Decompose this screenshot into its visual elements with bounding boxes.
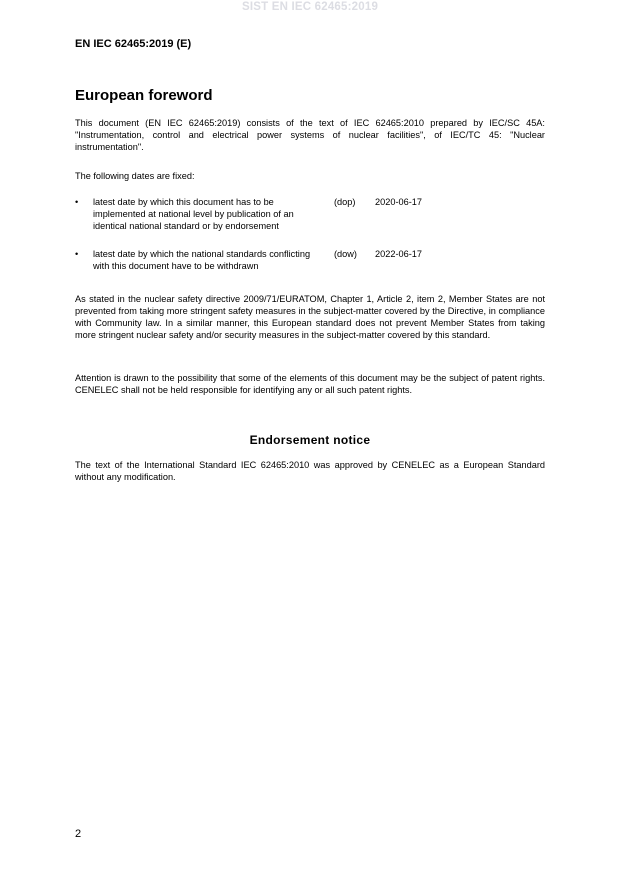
foreword-title: European foreword bbox=[75, 87, 213, 104]
watermark: SIST EN IEC 62465:2019 bbox=[241, 1, 379, 13]
bullet-icon: • bbox=[75, 197, 79, 207]
directive-paragraph: As stated in the nuclear safety directive 2009/71/EURATOM, Chapter 1, Article 2, item 2, Member States are not prevented from taking more stringent safety measures in the subject-matter covered by the Directive, in compliance with Community law. In a similar manner, this European standard does not prevent Member States from taking more stringent nuclear safety and/or security measures in the subject-matter covered by this standard. bbox=[75, 294, 545, 340]
dates-intro: The following dates are fixed: bbox=[75, 171, 195, 181]
page-number: 2 bbox=[75, 828, 82, 840]
date-description: latest date by which the national standards conflicting with this document have to be withdrawn bbox=[93, 249, 311, 271]
bullet-icon: • bbox=[75, 249, 79, 259]
endorsement-title: Endorsement notice bbox=[249, 433, 371, 447]
date-code: (dow) bbox=[334, 249, 357, 259]
date-description: latest date by which this document has to be implemented at national level by publication of an identical national standard or by endorsement bbox=[93, 197, 294, 231]
endorsement-text: The text of the International Standard IEC 62465:2010 was approved by CENELEC as a European Standard without any modification. bbox=[75, 460, 545, 482]
date-value: 2022-06-17 bbox=[375, 249, 422, 259]
date-code: (dop) bbox=[334, 197, 356, 207]
patent-paragraph: Attention is drawn to the possibility that some of the elements of this document may be the subject of patent rights. CENELEC shall not be held responsible for identifying any or all such patent rights. bbox=[75, 373, 545, 395]
document-id: EN IEC 62465:2019 (E) bbox=[75, 38, 192, 50]
date-value: 2020-06-17 bbox=[375, 197, 422, 207]
foreword-intro: This document (EN IEC 62465:2019) consists of the text of IEC 62465:2010 prepared by IEC/SC 45A: "Instrumentation, control and electrical power systems of nuclear facilities", of IEC/TC 45: "Nuclear instrumentation". bbox=[75, 118, 545, 152]
